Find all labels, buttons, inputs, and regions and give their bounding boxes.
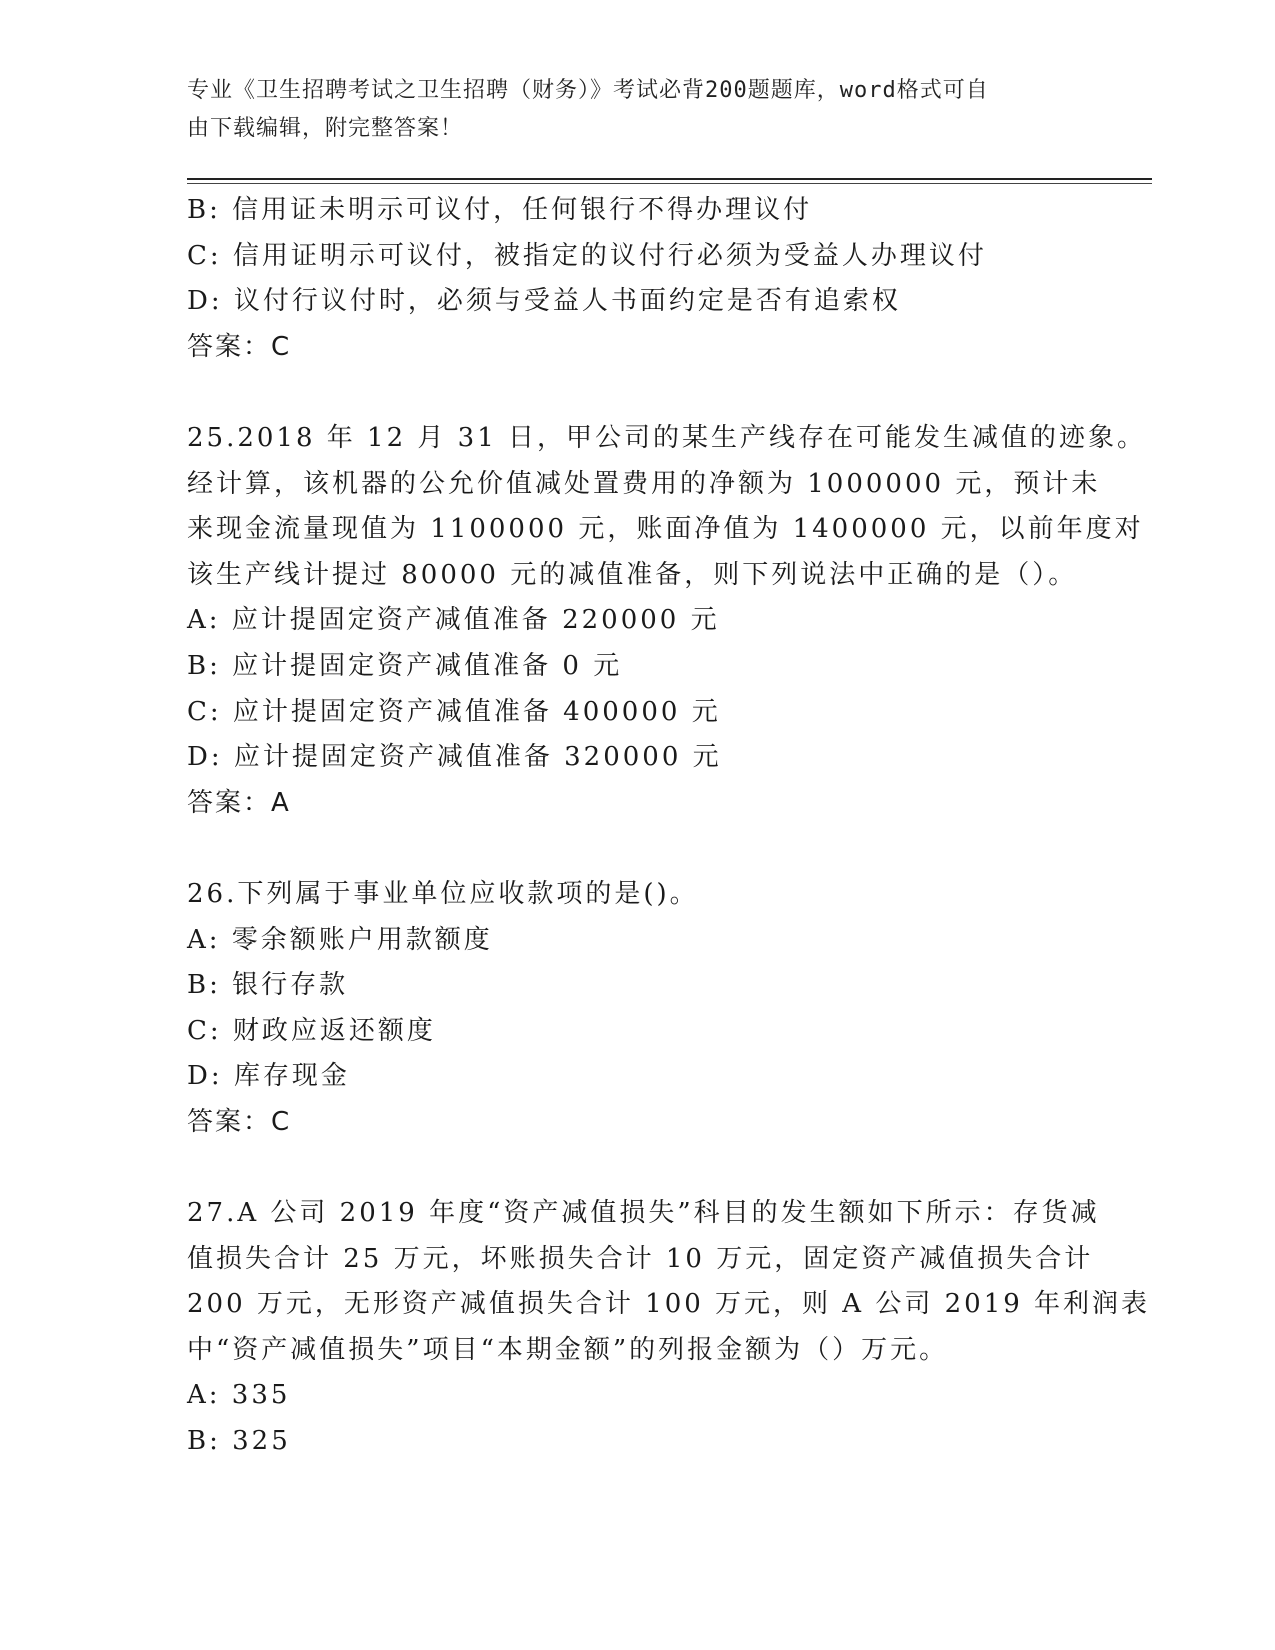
option-b: B: 325: [187, 1426, 291, 1457]
question-stem-line: 中“资产减值损失”项目“本期金额”的列报金额为（）万元。: [187, 1334, 949, 1365]
header-title-line-2: 由下载编辑，附完整答案！: [187, 116, 464, 141]
page-header: [187, 72, 1067, 148]
question-stem-line: 来现金流量现值为 1100000 元，账面净值为 1400000 元，以前年度对: [187, 514, 1144, 545]
header-title-line-1: 专业《卫生招聘考试之卫生招聘（财务）》考试必背200题题库，word格式可自: [187, 78, 989, 103]
question-26: [187, 872, 1087, 1146]
question-27: [187, 1191, 1151, 1465]
question-24: [187, 188, 1087, 370]
option-c: C: 应计提固定资产减值准备 400000 元: [187, 696, 721, 727]
answer-line: 答案：A: [187, 787, 291, 818]
answer-line: 答案：C: [187, 331, 292, 362]
question-stem-line: 值损失合计 25 万元，坏账损失合计 10 万元，固定资产减值损失合计: [187, 1243, 1094, 1274]
option-a: A: 应计提固定资产减值准备 220000 元: [187, 605, 720, 636]
question-stem-line: 该生产线计提过 80000 元的减值准备，则下列说法中正确的是（）。: [187, 559, 1078, 590]
question-stem-line: 经计算，该机器的公允价值减处置费用的净额为 1000000 元，预计未: [187, 468, 1101, 499]
option-d: D: 应计提固定资产减值准备 320000 元: [187, 742, 722, 773]
answer-line: 答案：C: [187, 1106, 292, 1137]
option-b: B: 银行存款: [187, 970, 349, 1001]
option-b: B: 应计提固定资产减值准备 0 元: [187, 650, 623, 681]
option-a: A: 零余额账户用款额度: [187, 924, 493, 955]
question-stem-line: 27.A 公司 2019 年度“资产减值损失”科目的发生额如下所示：存货减: [187, 1198, 1100, 1229]
spacer: [187, 370, 1087, 416]
question-content: [187, 188, 1151, 1465]
option-b: B: 信用证未明示可议付，任何银行不得办理议付: [187, 195, 813, 225]
option-d: D: 议付行议付时，必须与受益人书面约定是否有追索权: [187, 286, 901, 317]
question-stem: 26.下列属于事业单位应收款项的是()。: [187, 878, 699, 909]
header-divider: [187, 178, 1152, 180]
spacer: [187, 826, 1087, 872]
option-d: D: 库存现金: [187, 1061, 350, 1092]
spacer: [187, 1145, 1087, 1191]
question-stem-line: 25.2018 年 12 月 31 日，甲公司的某生产线存在可能发生减值的迹象。: [187, 422, 1147, 453]
option-c: C: 财政应返还额度: [187, 1015, 436, 1046]
option-a: A: 335: [187, 1380, 291, 1411]
header-divider-thin: [187, 183, 1152, 184]
question-25: [187, 416, 1147, 826]
option-c: C: 信用证明示可议付，被指定的议付行必须为受益人办理议付: [187, 240, 987, 271]
question-stem-line: 200 万元，无形资产减值损失合计 100 万元，则 A 公司 2019 年利润表: [187, 1289, 1151, 1320]
